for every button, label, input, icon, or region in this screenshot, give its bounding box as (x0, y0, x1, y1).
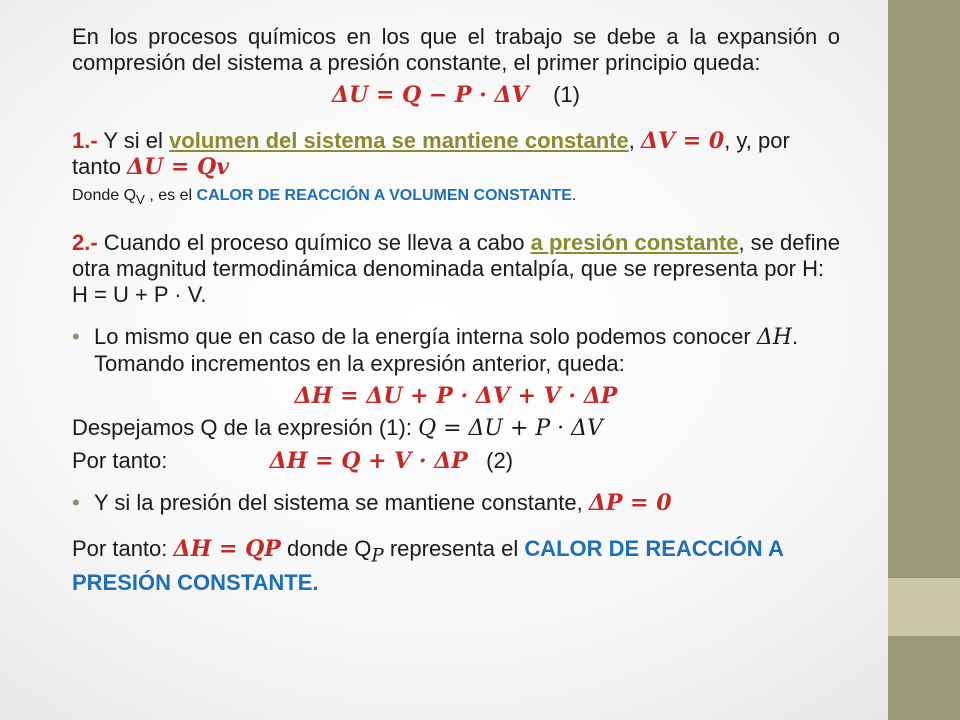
case-1-note-sub: V (136, 192, 145, 208)
case-1-pre: Y si el (97, 128, 170, 153)
bullet-1-delta-h: ΔH (756, 325, 792, 351)
case-2-post: , se define otra magnitud termodinámica denominada entalpía, que se representa por H: H = U + P · V. (72, 230, 840, 308)
case-1-paragraph (72, 128, 840, 180)
despejamos-equation: Q = ΔU + P · ΔV (418, 416, 603, 442)
bullet-1-dot: • (72, 324, 80, 350)
equation-2-label: (2) (486, 448, 514, 474)
equation-1 (72, 82, 840, 108)
bullet-1 (72, 324, 840, 377)
bullet-1-line-2: . Tomando incrementos en la expresión anterior, queda: (94, 324, 799, 377)
despejamos-text: Despejamos Q de la expresión (1): (72, 415, 419, 441)
case-1-note (72, 186, 840, 210)
final-mid-sub: P (371, 545, 384, 567)
case-1-note-mid: , es el (144, 187, 197, 204)
sidebar-band (888, 578, 960, 636)
case-1-result: ΔU = Qv (127, 154, 230, 180)
bullet-2-dot: • (72, 490, 80, 516)
case-1-note-end: . (571, 187, 577, 204)
slide-content (72, 24, 840, 596)
final-emphasis: CALOR DE REACCIÓN A PRESIÓN CONSTANTE. (72, 536, 784, 595)
intro-paragraph: En los procesos químicos en los que el trabajo se debe a la expansión o compresión del sistema a presión constante, el primer principio queda: (72, 24, 840, 75)
case-1-condition: ΔV = 0 (640, 128, 725, 154)
despejamos-line (72, 415, 840, 442)
equation-1-formula: ΔU = Q − P · ΔV (332, 82, 529, 108)
final-mid-post: representa el (383, 536, 525, 562)
case-1-mid: , (628, 128, 641, 153)
case-1-note-emphasis: CALOR DE REACCIÓN A VOLUMEN CONSTANTE (196, 187, 572, 204)
equation-2-formula: ΔH = Q + V · ΔP (269, 448, 468, 475)
enthalpy-equation-formula: ΔH = ΔU + P · ΔV + V · ΔP (294, 383, 618, 410)
final-mid-pre: donde Q (280, 536, 372, 562)
final-equation: ΔH = QP (173, 536, 281, 563)
case-1-post: , y, por tanto (72, 128, 790, 179)
final-paragraph (72, 536, 840, 595)
final-pre: Por tanto: (72, 536, 174, 562)
bullet-1-line-1: Lo mismo que en caso de la energía interna solo podemos conocer (94, 324, 751, 350)
case-1-note-pre: Donde Q (72, 187, 137, 204)
case-2-link[interactable]: a presión constante (530, 230, 739, 256)
case-2-number: 2.- (72, 230, 98, 256)
case-2-paragraph (72, 230, 840, 308)
bullet-2 (72, 490, 840, 516)
por-tanto-text: Por tanto: (72, 448, 168, 474)
case-2-pre: Cuando el proceso químico se lleva a cabo (97, 230, 531, 256)
bullet-2-equation: ΔP = 0 (588, 490, 672, 517)
bullet-2-text: Y si la presión del sistema se mantiene constante, (94, 490, 589, 516)
equation-1-label: (1) (553, 82, 580, 107)
case-1-number: 1.- (72, 128, 98, 153)
case-1-link[interactable]: volumen del sistema se mantiene constante (169, 128, 629, 153)
por-tanto-line (72, 448, 840, 474)
enthalpy-equation (72, 383, 840, 409)
